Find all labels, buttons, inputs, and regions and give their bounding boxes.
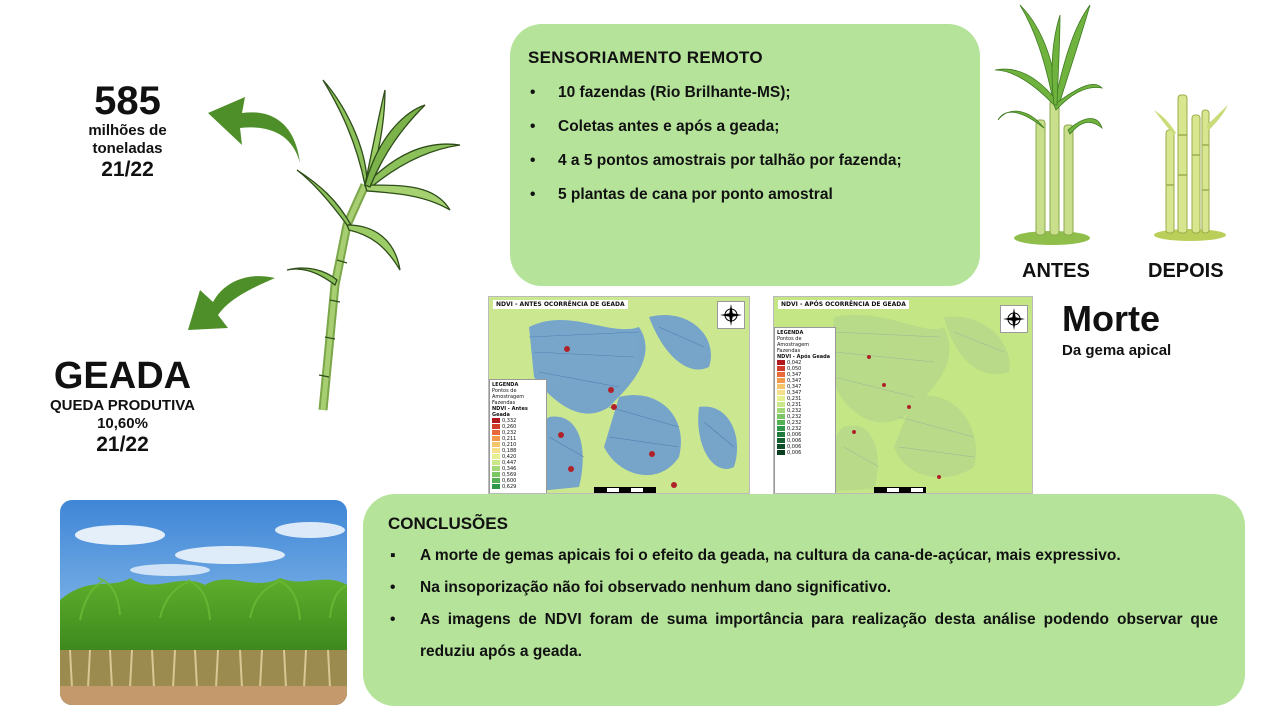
map-before-title: NDVI - ANTES OCORRÊNCIA DE GEADA [493, 300, 628, 309]
production-unit-line2: toneladas [92, 140, 163, 157]
legend-value: 0,347 [787, 378, 802, 384]
legend-value: 0,332 [502, 418, 517, 424]
legend-swatch [492, 478, 500, 483]
legend-entry: Fazendas [492, 400, 516, 406]
legend-entry: Fazendas [777, 348, 801, 354]
list-item: • 5 plantas de cana por ponto amostral [528, 178, 968, 212]
legend-value: 0,232 [787, 414, 802, 420]
legend-value: 0,006 [787, 432, 802, 438]
legend-values [777, 360, 833, 456]
legend-value: 0,346 [502, 466, 517, 472]
legend-swatch [777, 366, 785, 371]
frost-year: 21/22 [96, 433, 149, 456]
ndvi-before-map [488, 296, 750, 494]
frost-stat [30, 355, 215, 457]
map-after-legend [774, 327, 836, 494]
compass-icon [1000, 305, 1028, 333]
legend-swatch [492, 472, 500, 477]
legend-swatch [777, 378, 785, 383]
legend-value: 0,232 [787, 420, 802, 426]
legend-swatch [492, 448, 500, 453]
legend-value: 0,006 [787, 438, 802, 444]
production-unit-line1: milhões de [88, 122, 167, 139]
list-item: ▪ A morte de gemas apicais foi o efeito da geada, na cultura da cana-de-açúcar, mais expressivo. [388, 540, 1218, 572]
legend-value: 0,347 [787, 384, 802, 390]
sugarcane-field-photo [60, 500, 347, 705]
legend-swatch [492, 418, 500, 423]
remote-sensing-card [510, 24, 980, 286]
conclusions-list [388, 540, 1218, 668]
legend-swatch [777, 414, 785, 419]
production-stat [60, 80, 195, 182]
remote-sensing-list [528, 76, 968, 212]
legend-swatch [777, 360, 785, 365]
legend-swatch [492, 466, 500, 471]
after-label: DEPOIS [1148, 260, 1224, 282]
list-item: • As imagens de NDVI foram de suma importância para realização desta análise podendo observar que reduziu após a geada. [388, 604, 1218, 668]
legend-swatch [777, 432, 785, 437]
legend-value: 0,260 [502, 424, 517, 430]
legend-swatch [492, 484, 500, 489]
conclusions-heading: CONCLUSÕES [388, 514, 508, 533]
legend-value: 0,569 [502, 472, 517, 478]
sugarcane-before-icon [990, 0, 1105, 248]
legend-swatch [777, 426, 785, 431]
legend-swatch [777, 408, 785, 413]
compass-icon [717, 301, 745, 329]
legend-value: 0,420 [502, 454, 517, 460]
list-item: • Na insoporização não foi observado nenhum dano significativo. [388, 572, 1218, 604]
legend-swatch [777, 390, 785, 395]
legend-value: 0,347 [787, 390, 802, 396]
sugarcane-after-icon [1150, 85, 1235, 245]
result-subtitle: Da gema apical [1062, 342, 1172, 359]
legend-value: 0,006 [787, 450, 802, 456]
map-after-title: NDVI - APÓS OCORRÊNCIA DE GEADA [778, 300, 909, 309]
legend-series-label: NDVI - Após Geada [777, 354, 831, 360]
arrow-down-left-icon [180, 270, 280, 335]
frost-percent: 10,60% [97, 415, 148, 432]
legend-value: 0,050 [787, 366, 802, 372]
legend-title: LEGENDA [492, 382, 519, 388]
legend-swatch [777, 396, 785, 401]
production-year: 21/22 [101, 158, 154, 181]
legend-swatch [777, 402, 785, 407]
legend-swatch [777, 450, 785, 455]
legend-swatch [492, 436, 500, 441]
legend-entry: Pontos de Amostragem [492, 388, 525, 400]
legend-swatch [492, 424, 500, 429]
legend-value: 0,211 [502, 436, 517, 442]
legend-value: 0,232 [787, 426, 802, 432]
legend-swatch [492, 430, 500, 435]
legend-value: 0,232 [787, 408, 802, 414]
legend-value-row [777, 450, 833, 456]
legend-value: 0,210 [502, 442, 517, 448]
legend-swatch [777, 444, 785, 449]
legend-swatch [492, 454, 500, 459]
legend-value-row [492, 484, 544, 490]
before-label: ANTES [1022, 260, 1090, 282]
sugarcane-stalk-icon [285, 75, 470, 415]
ndvi-after-map [773, 296, 1033, 494]
list-item: • 4 a 5 pontos amostrais por talhão por fazenda; [528, 144, 968, 178]
legend-value: 0,006 [787, 444, 802, 450]
legend-value: 0,347 [787, 372, 802, 378]
legend-swatch [777, 420, 785, 425]
legend-swatch [777, 372, 785, 377]
production-value: 585 [94, 79, 161, 123]
legend-value: 0,188 [502, 448, 517, 454]
legend-swatch [777, 384, 785, 389]
legend-value: 0,042 [787, 360, 802, 366]
legend-value: 0,629 [502, 484, 517, 490]
scale-bar [874, 487, 926, 493]
legend-swatch [492, 442, 500, 447]
remote-sensing-heading: SENSORIAMENTO REMOTO [528, 48, 763, 67]
list-item: • Coletas antes e após a geada; [528, 110, 968, 144]
legend-swatch [777, 438, 785, 443]
legend-value: 0,231 [787, 402, 802, 408]
list-item: • 10 fazendas (Rio Brilhante-MS); [528, 76, 968, 110]
legend-swatch [492, 460, 500, 465]
result-title: Morte [1062, 298, 1160, 339]
frost-line1: QUEDA PRODUTIVA [49, 397, 195, 414]
legend-value: 0,232 [502, 430, 517, 436]
legend-value: 0,231 [787, 396, 802, 402]
legend-value: 0,600 [502, 478, 517, 484]
legend-title: LEGENDA [777, 330, 804, 336]
legend-entry: Pontos de Amostragem [777, 336, 810, 348]
conclusions-card [363, 494, 1245, 706]
legend-series-label: NDVI - Antes Geada [492, 406, 528, 418]
map-before-legend [489, 379, 547, 494]
frost-title: GEADA [53, 355, 192, 397]
legend-values [492, 418, 544, 490]
legend-value: 0,447 [502, 460, 517, 466]
scale-bar [594, 487, 656, 493]
